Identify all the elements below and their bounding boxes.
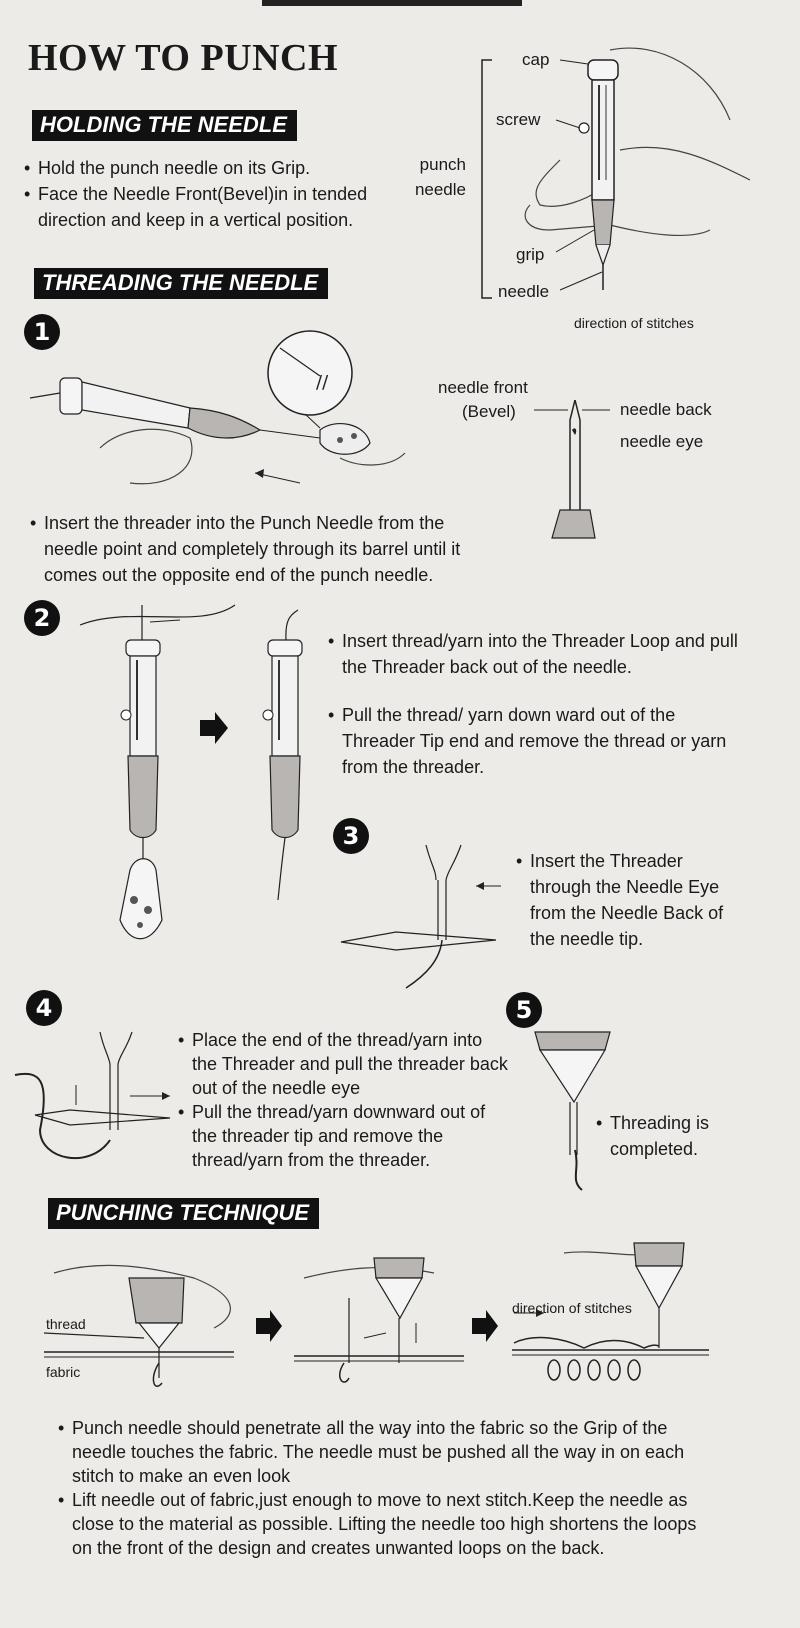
step5-instruction <box>596 1110 736 1162</box>
step-number-5: 5 <box>506 992 542 1028</box>
section-heading-threading: THREADING THE NEEDLE <box>34 268 328 299</box>
list-item: • Lift needle out of fabric,just enough to move to next stitch.Keep the needle as close to the material as possible. Lifting the needle too high shortens the loops on the front of the design and creates unwanted loops on the back. <box>58 1488 718 1560</box>
label-cap: cap <box>522 50 550 69</box>
needle-tip-icon <box>530 400 610 550</box>
list-item: • Pull the thread/yarn downward out of the threader tip and remove the thread/yarn from the threader. <box>178 1100 508 1172</box>
label-needle-eye: needle eye <box>620 432 704 451</box>
label-thread: thread <box>46 1316 86 1332</box>
list-item: • Place the end of the thread/yarn into the Threader and pull the threader back out of the needle eye <box>178 1028 508 1100</box>
label-direction-of-stitches-2: direction of stitches <box>512 1300 632 1316</box>
step3-instruction <box>516 848 746 952</box>
label-screw: screw <box>496 110 541 129</box>
arrow-right-icon <box>256 1310 282 1342</box>
label-needle-back: needle back <box>620 400 712 419</box>
label-needle: needle <box>498 282 550 301</box>
step-number-1: 1 <box>24 314 60 350</box>
list-item: • Pull the thread/ yarn down ward out of the Threader Tip end and remove the thread or yarn from the threader. <box>328 702 738 780</box>
list-item: • Insert the threader into the Punch Needle from the needle point and completely through its barrel until it comes out the opposite end of the punch needle. <box>30 510 470 588</box>
label-direction-of-stitches: direction of stitches <box>574 315 694 331</box>
label-needle-word: needle <box>414 180 466 199</box>
step4-instructions <box>178 1028 508 1172</box>
section-heading-holding: HOLDING THE NEEDLE <box>32 110 297 141</box>
list-item: • Insert thread/yarn into the Threader Loop and pull the Threader back out of the needle. <box>328 628 738 680</box>
arrow-right-icon <box>472 1310 498 1342</box>
section-heading-punching: PUNCHING TECHNIQUE <box>48 1198 319 1229</box>
step-number-2: 2 <box>24 600 60 636</box>
step-number-4: 4 <box>26 990 62 1026</box>
punching-instructions <box>58 1416 718 1560</box>
list-item: • Face the Needle Front(Bevel)in in tended direction and keep in a vertical position. <box>24 181 414 233</box>
step-number-3: 3 <box>333 818 369 854</box>
list-item: • Hold the punch needle on its Grip. <box>24 155 414 181</box>
svg-text://: // <box>316 372 329 393</box>
label-bevel: (Bevel) <box>462 402 516 421</box>
step2-instructions <box>328 628 738 780</box>
threading-yarn-illustration <box>10 1030 185 1180</box>
label-needle-front: needle front <box>438 378 528 397</box>
threader-through-eye-illustration <box>336 840 511 990</box>
punching-technique-illustration <box>44 1238 724 1408</box>
page-title: HOW TO PUNCH <box>28 37 339 79</box>
threader-insertion-illustration <box>20 318 420 498</box>
list-item: • Insert the Threader through the Needle Eye from the Needle Back of the needle tip. <box>516 848 746 952</box>
label-punch: punch <box>419 155 466 174</box>
label-fabric: fabric <box>46 1364 81 1380</box>
threading-needle-illustration <box>70 600 320 970</box>
list-item: • Threading is completed. <box>596 1110 736 1162</box>
arrow-right-icon <box>200 712 228 744</box>
label-grip: grip <box>516 245 545 264</box>
step1-instruction <box>30 510 470 588</box>
holding-instructions <box>24 155 414 233</box>
top-edge-bar <box>262 0 522 6</box>
list-item: • Punch needle should penetrate all the way into the fabric so the Grip of the needle touches the fabric. The needle must be pushed all the way in on each stitch to make an even look <box>58 1416 718 1488</box>
